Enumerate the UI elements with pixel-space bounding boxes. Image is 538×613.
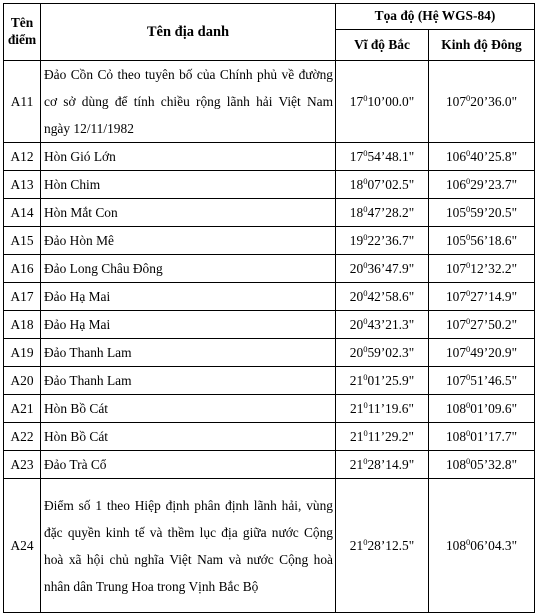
place-name: Hòn Gió Lớn <box>41 143 336 171</box>
longitude <box>429 311 535 339</box>
longitude <box>429 479 535 613</box>
point-code: A22 <box>4 423 41 451</box>
lon-minutes-seconds: 40’25.8" <box>470 148 518 164</box>
table-row <box>4 451 535 479</box>
latitude <box>336 311 429 339</box>
point-code: A13 <box>4 171 41 199</box>
table-row <box>4 255 535 283</box>
place-name: Hòn Mắt Con <box>41 199 336 227</box>
place-name: Đảo Hòn Mê <box>41 227 336 255</box>
table-row <box>4 367 535 395</box>
lon-minutes-seconds: 56’18.6" <box>470 232 518 248</box>
degree-symbol: 0 <box>363 315 368 326</box>
lat-degrees: 19 <box>349 232 364 248</box>
lat-degrees: 20 <box>349 288 364 304</box>
table-row <box>4 283 535 311</box>
table-row <box>4 423 535 451</box>
point-code: A16 <box>4 255 41 283</box>
place-name: Hòn Bồ Cát <box>41 423 336 451</box>
lat-minutes-seconds: 36’47.9" <box>367 260 415 276</box>
place-name: Đảo Trà Cổ <box>41 451 336 479</box>
header-code: Tên điểm <box>4 4 41 61</box>
table-row <box>4 143 535 171</box>
place-name: Đảo Hạ Mai <box>41 283 336 311</box>
lat-minutes-seconds: 59’02.3" <box>367 344 415 360</box>
lat-minutes-seconds: 22’36.7" <box>367 232 415 248</box>
latitude <box>336 479 429 613</box>
degree-symbol: 0 <box>363 427 368 438</box>
degree-symbol: 0 <box>363 371 368 382</box>
latitude <box>336 61 429 143</box>
degree-symbol: 0 <box>466 455 471 466</box>
header-lat: Vĩ độ Bắc <box>336 30 429 61</box>
degree-symbol: 0 <box>363 203 368 214</box>
lat-degrees: 18 <box>349 176 364 192</box>
lon-degrees: 107 <box>445 316 467 332</box>
lon-degrees: 108 <box>445 428 467 444</box>
lat-minutes-seconds: 47’28.2" <box>367 204 415 220</box>
table-body <box>4 61 535 613</box>
lon-degrees: 105 <box>445 232 467 248</box>
lat-degrees: 21 <box>350 428 364 444</box>
table-row <box>4 199 535 227</box>
latitude <box>336 339 429 367</box>
latitude <box>336 255 429 283</box>
latitude <box>336 143 429 171</box>
longitude <box>429 61 535 143</box>
place-name: Điểm số 1 theo Hiệp định phân định lãnh hải, vùng đặc quyền kinh tế và thềm lục địa giữa nước Cộng hoà xã hội chủ nghĩa Việt Nam và nước Cộng hoà nhân dân Trung Hoa trong Vịnh Bắc Bộ <box>41 479 336 613</box>
degree-symbol: 0 <box>363 147 368 158</box>
point-code: A24 <box>4 479 41 613</box>
longitude <box>429 199 535 227</box>
table-row <box>4 339 535 367</box>
latitude <box>336 227 429 255</box>
lon-minutes-seconds: 49’20.9" <box>470 344 518 360</box>
latitude <box>336 423 429 451</box>
lon-minutes-seconds: 20’36.0" <box>470 93 518 109</box>
place-name: Đảo Thanh Lam <box>41 367 336 395</box>
degree-symbol: 0 <box>466 259 471 270</box>
lon-degrees: 106 <box>445 176 467 192</box>
degree-symbol: 0 <box>363 536 368 547</box>
longitude <box>429 339 535 367</box>
lon-minutes-seconds: 59’20.5" <box>470 204 518 220</box>
lon-degrees: 105 <box>445 204 467 220</box>
lat-degrees: 17 <box>349 148 364 164</box>
degree-symbol: 0 <box>466 315 471 326</box>
degree-symbol: 0 <box>466 343 471 354</box>
longitude <box>429 227 535 255</box>
longitude <box>429 255 535 283</box>
header-lon: Kinh độ Đông <box>429 30 535 61</box>
degree-symbol: 0 <box>363 287 368 298</box>
point-code: A23 <box>4 451 41 479</box>
latitude <box>336 451 429 479</box>
point-code: A12 <box>4 143 41 171</box>
lat-degrees: 21 <box>350 400 364 416</box>
lon-degrees: 108 <box>445 400 467 416</box>
degree-symbol: 0 <box>363 455 368 466</box>
table-row <box>4 395 535 423</box>
degree-symbol: 0 <box>466 92 471 103</box>
lat-degrees: 17 <box>349 93 364 109</box>
latitude <box>336 283 429 311</box>
latitude <box>336 171 429 199</box>
lat-degrees: 20 <box>349 260 364 276</box>
place-name: Đảo Thanh Lam <box>41 339 336 367</box>
lat-degrees: 21 <box>349 372 364 388</box>
degree-symbol: 0 <box>466 175 471 186</box>
place-name: Đảo Cồn Cỏ theo tuyên bố của Chính phủ về đường cơ sở dùng để tính chiều rộng lãnh hải Việt Nam ngày 12/11/1982 <box>41 61 336 143</box>
header-name: Tên địa danh <box>41 4 336 61</box>
latitude <box>336 367 429 395</box>
point-code: A21 <box>4 395 41 423</box>
point-code: A15 <box>4 227 41 255</box>
point-code: A18 <box>4 311 41 339</box>
lon-minutes-seconds: 01’17.7" <box>470 428 518 444</box>
degree-symbol: 0 <box>466 427 471 438</box>
coordinates-table <box>3 3 535 613</box>
lat-minutes-seconds: 42’58.6" <box>367 288 415 304</box>
lon-minutes-seconds: 05’32.8" <box>470 456 518 472</box>
lat-minutes-seconds: 01’25.9" <box>367 372 415 388</box>
lon-minutes-seconds: 27’14.9" <box>470 288 518 304</box>
lon-degrees: 108 <box>445 456 467 472</box>
header-coords: Tọa độ (Hệ WGS-84) <box>336 4 535 30</box>
degree-symbol: 0 <box>363 259 368 270</box>
degree-symbol: 0 <box>466 203 471 214</box>
lon-minutes-seconds: 29’23.7" <box>470 176 518 192</box>
place-name: Hòn Chim <box>41 171 336 199</box>
degree-symbol: 0 <box>466 231 471 242</box>
lon-minutes-seconds: 27’50.2" <box>470 316 518 332</box>
point-code: A14 <box>4 199 41 227</box>
degree-symbol: 0 <box>363 175 368 186</box>
degree-symbol: 0 <box>466 399 471 410</box>
table-row <box>4 311 535 339</box>
lat-minutes-seconds: 28’14.9" <box>367 456 415 472</box>
lon-minutes-seconds: 51’46.5" <box>470 372 518 388</box>
longitude <box>429 395 535 423</box>
degree-symbol: 0 <box>363 92 368 103</box>
point-code: A20 <box>4 367 41 395</box>
lat-minutes-seconds: 43’21.3" <box>367 316 415 332</box>
lat-degrees: 20 <box>349 344 364 360</box>
table-row <box>4 227 535 255</box>
point-code: A17 <box>4 283 41 311</box>
latitude <box>336 395 429 423</box>
place-name: Hòn Bồ Cát <box>41 395 336 423</box>
longitude <box>429 143 535 171</box>
lat-minutes-seconds: 28’12.5" <box>367 537 415 553</box>
lon-degrees: 108 <box>445 537 467 553</box>
degree-symbol: 0 <box>466 287 471 298</box>
degree-symbol: 0 <box>363 231 368 242</box>
lat-degrees: 20 <box>349 316 364 332</box>
degree-symbol: 0 <box>466 147 471 158</box>
lat-degrees: 21 <box>349 456 364 472</box>
lon-minutes-seconds: 06’04.3" <box>470 537 518 553</box>
degree-symbol: 0 <box>466 371 471 382</box>
lat-degrees: 18 <box>349 204 364 220</box>
longitude <box>429 367 535 395</box>
lon-minutes-seconds: 12’32.2" <box>470 260 518 276</box>
table-row <box>4 61 535 143</box>
lon-degrees: 107 <box>445 260 467 276</box>
table-row <box>4 479 535 613</box>
lon-minutes-seconds: 01’09.6" <box>470 400 518 416</box>
degree-symbol: 0 <box>363 399 368 410</box>
longitude <box>429 283 535 311</box>
lat-minutes-seconds: 11’19.6" <box>367 400 414 416</box>
lat-minutes-seconds: 07’02.5" <box>367 176 415 192</box>
lon-degrees: 107 <box>445 93 467 109</box>
longitude <box>429 451 535 479</box>
lon-degrees: 106 <box>445 148 467 164</box>
place-name: Đảo Long Châu Đông <box>41 255 336 283</box>
lat-degrees: 21 <box>349 537 364 553</box>
longitude <box>429 423 535 451</box>
degree-symbol: 0 <box>363 343 368 354</box>
lon-degrees: 107 <box>445 288 467 304</box>
lon-degrees: 107 <box>445 344 467 360</box>
lat-minutes-seconds: 11’29.2" <box>367 428 414 444</box>
degree-symbol: 0 <box>466 536 471 547</box>
place-name: Đảo Hạ Mai <box>41 311 336 339</box>
point-code: A11 <box>4 61 41 143</box>
table-row <box>4 171 535 199</box>
lon-degrees: 107 <box>445 372 467 388</box>
lat-minutes-seconds: 10’00.0" <box>367 93 415 109</box>
longitude <box>429 171 535 199</box>
point-code: A19 <box>4 339 41 367</box>
latitude <box>336 199 429 227</box>
lat-minutes-seconds: 54’48.1" <box>367 148 415 164</box>
